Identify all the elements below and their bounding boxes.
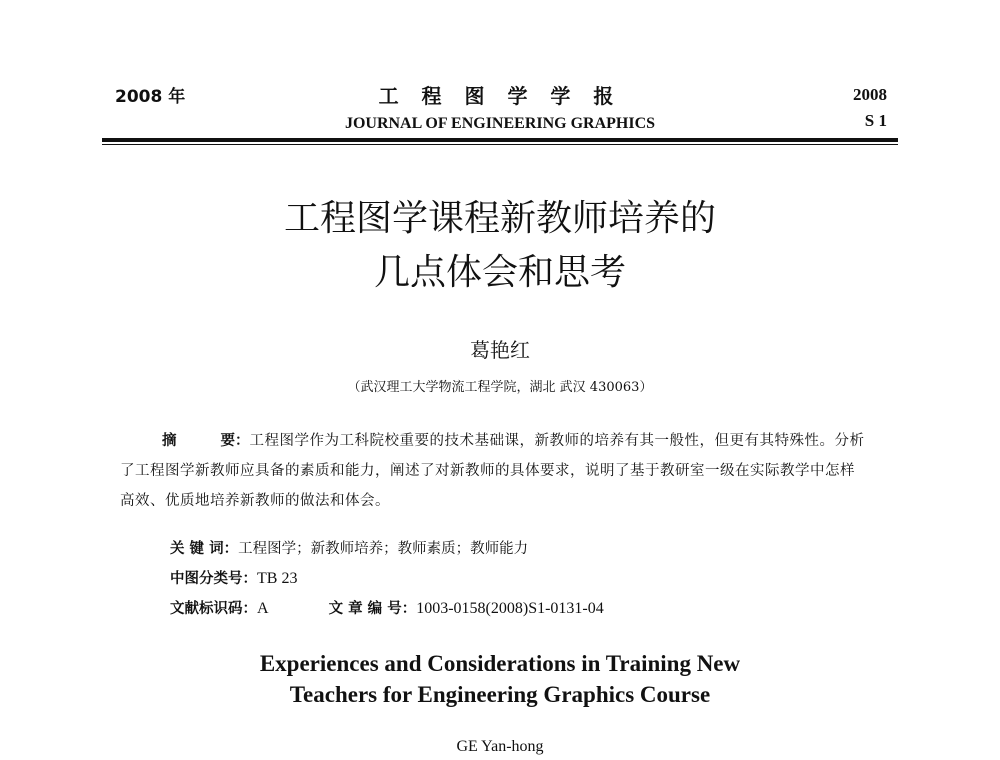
header-year-left: 2008 年: [115, 87, 186, 107]
keywords-row: [170, 534, 604, 564]
author-en: GE Yan-hong: [456, 738, 544, 755]
affiliation-cn: （武汉理工大学物流工程学院，湖北 武汉 430063）: [347, 380, 653, 395]
keywords-value: 工程图学；新教师培养；教师素质；教师能力: [238, 541, 529, 557]
journal-masthead: [300, 80, 700, 133]
journal-title-cn: 工 程 图 学 学 报: [378, 84, 622, 108]
paper-title-cn-line-1: 工程图学课程新教师培养的: [283, 198, 716, 239]
header-rule-thick: [102, 138, 898, 142]
abstract-text: 工程图学作为工科院校重要的技术基础课，新教师的培养有其一般性，但更有其特殊性。分析了工程图学新教师应具备的素质和能力，阐述了对新教师的具体要求，说明了基于教研室一级在实际教学中怎样高效、优质地培养新教师的做法和体会。: [120, 433, 865, 509]
metadata-block: [170, 534, 604, 624]
classification-value: TB 23: [257, 570, 298, 587]
abstract-block: [120, 426, 868, 516]
abstract-label-a: 摘: [162, 433, 177, 449]
classification-row: [170, 564, 604, 594]
paper-title-en-line-1: Experiences and Considerations in Training New: [259, 651, 741, 676]
article-number-label: 文 章 编 号：: [328, 601, 417, 617]
document-code-row: [170, 594, 604, 624]
paper-title-cn: [150, 192, 850, 300]
journal-title-en: JOURNAL OF ENGINEERING GRAPHICS: [344, 115, 656, 132]
header-issue-block: [853, 82, 887, 134]
keywords-label: 关 键 词：: [170, 541, 239, 557]
article-number-value: 1003-0158(2008)S1-0131-04: [416, 600, 604, 617]
paper-title-en: [150, 648, 850, 710]
header-rule-thin: [102, 144, 898, 145]
author-cn: 葛艳红: [470, 338, 530, 362]
document-code-value: A: [257, 600, 269, 617]
abstract-label: [162, 433, 250, 449]
paper-title-cn-line-2: 几点体会和思考: [373, 252, 626, 293]
classification-label: 中图分类号：: [170, 571, 257, 587]
header-issue: S 1: [864, 111, 887, 130]
abstract-label-b: 要：: [220, 433, 250, 449]
document-code-label: 文献标识码：: [170, 601, 257, 617]
header-year-right: 2008: [853, 85, 887, 104]
paper-title-en-line-2: Teachers for Engineering Graphics Course: [289, 682, 711, 707]
